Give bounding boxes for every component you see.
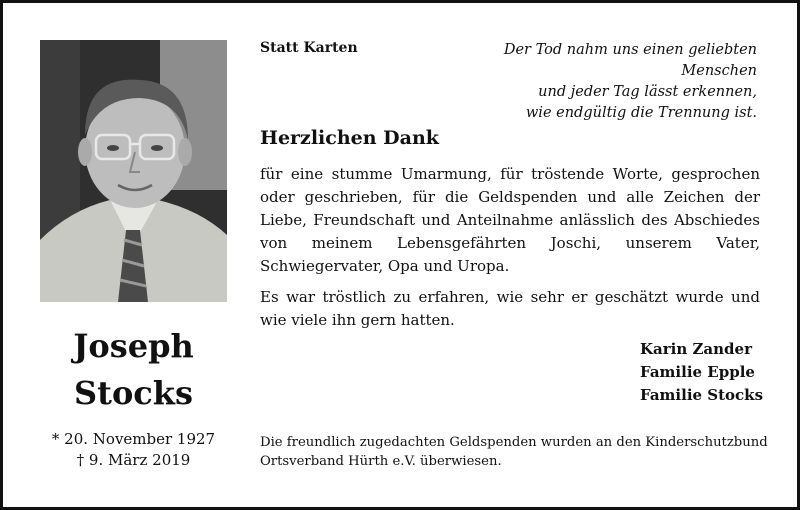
death-date: † 9. März 2019 <box>76 451 191 469</box>
signer: Karin Zander <box>640 340 752 358</box>
deceased-first-name: Joseph <box>73 327 194 365</box>
deceased-last-name: Stocks <box>74 374 193 412</box>
life-dates <box>40 429 227 471</box>
portrait-illustration <box>40 40 227 302</box>
memorial-quote <box>437 40 757 124</box>
birth-date: * 20. November 1927 <box>51 430 216 448</box>
statt-karten-label: Statt Karten <box>260 40 358 56</box>
signer: Familie Epple <box>640 363 755 381</box>
thanks-paragraph: für eine stumme Umarmung, für tröstende Worte, gesprochen oder geschrieben, für die Geldspenden und alle Zeichen der Liebe, Freundschaft und Anteilnahme anlässlich des Abschiedes von meinem Lebensgefährten Joschi, unserem Vater, Schwiegervater, Opa und Uropa. <box>260 165 760 275</box>
thanks-paragraph: Es war tröstlich zu erfahren, wie sehr er geschätzt wurde und wie viele ihn gern hatten. <box>260 288 760 329</box>
thanks-body <box>260 163 760 332</box>
thanks-headline: Herzlichen Dank <box>260 127 439 149</box>
donation-note: Die freundlich zugedachten Geldspenden wurden an den Kinderschutzbund Ortsverband Hürth e.V. überwiesen. <box>260 435 768 469</box>
quote-line: und jeder Tag lässt erkennen, <box>538 84 757 100</box>
quote-line: wie endgültig die Trennung ist. <box>525 105 757 121</box>
portrait-photo <box>40 40 227 302</box>
quote-line: Der Tod nahm uns einen geliebten Menschen <box>503 42 757 79</box>
signers-block <box>640 338 763 407</box>
signer: Familie Stocks <box>640 386 764 404</box>
